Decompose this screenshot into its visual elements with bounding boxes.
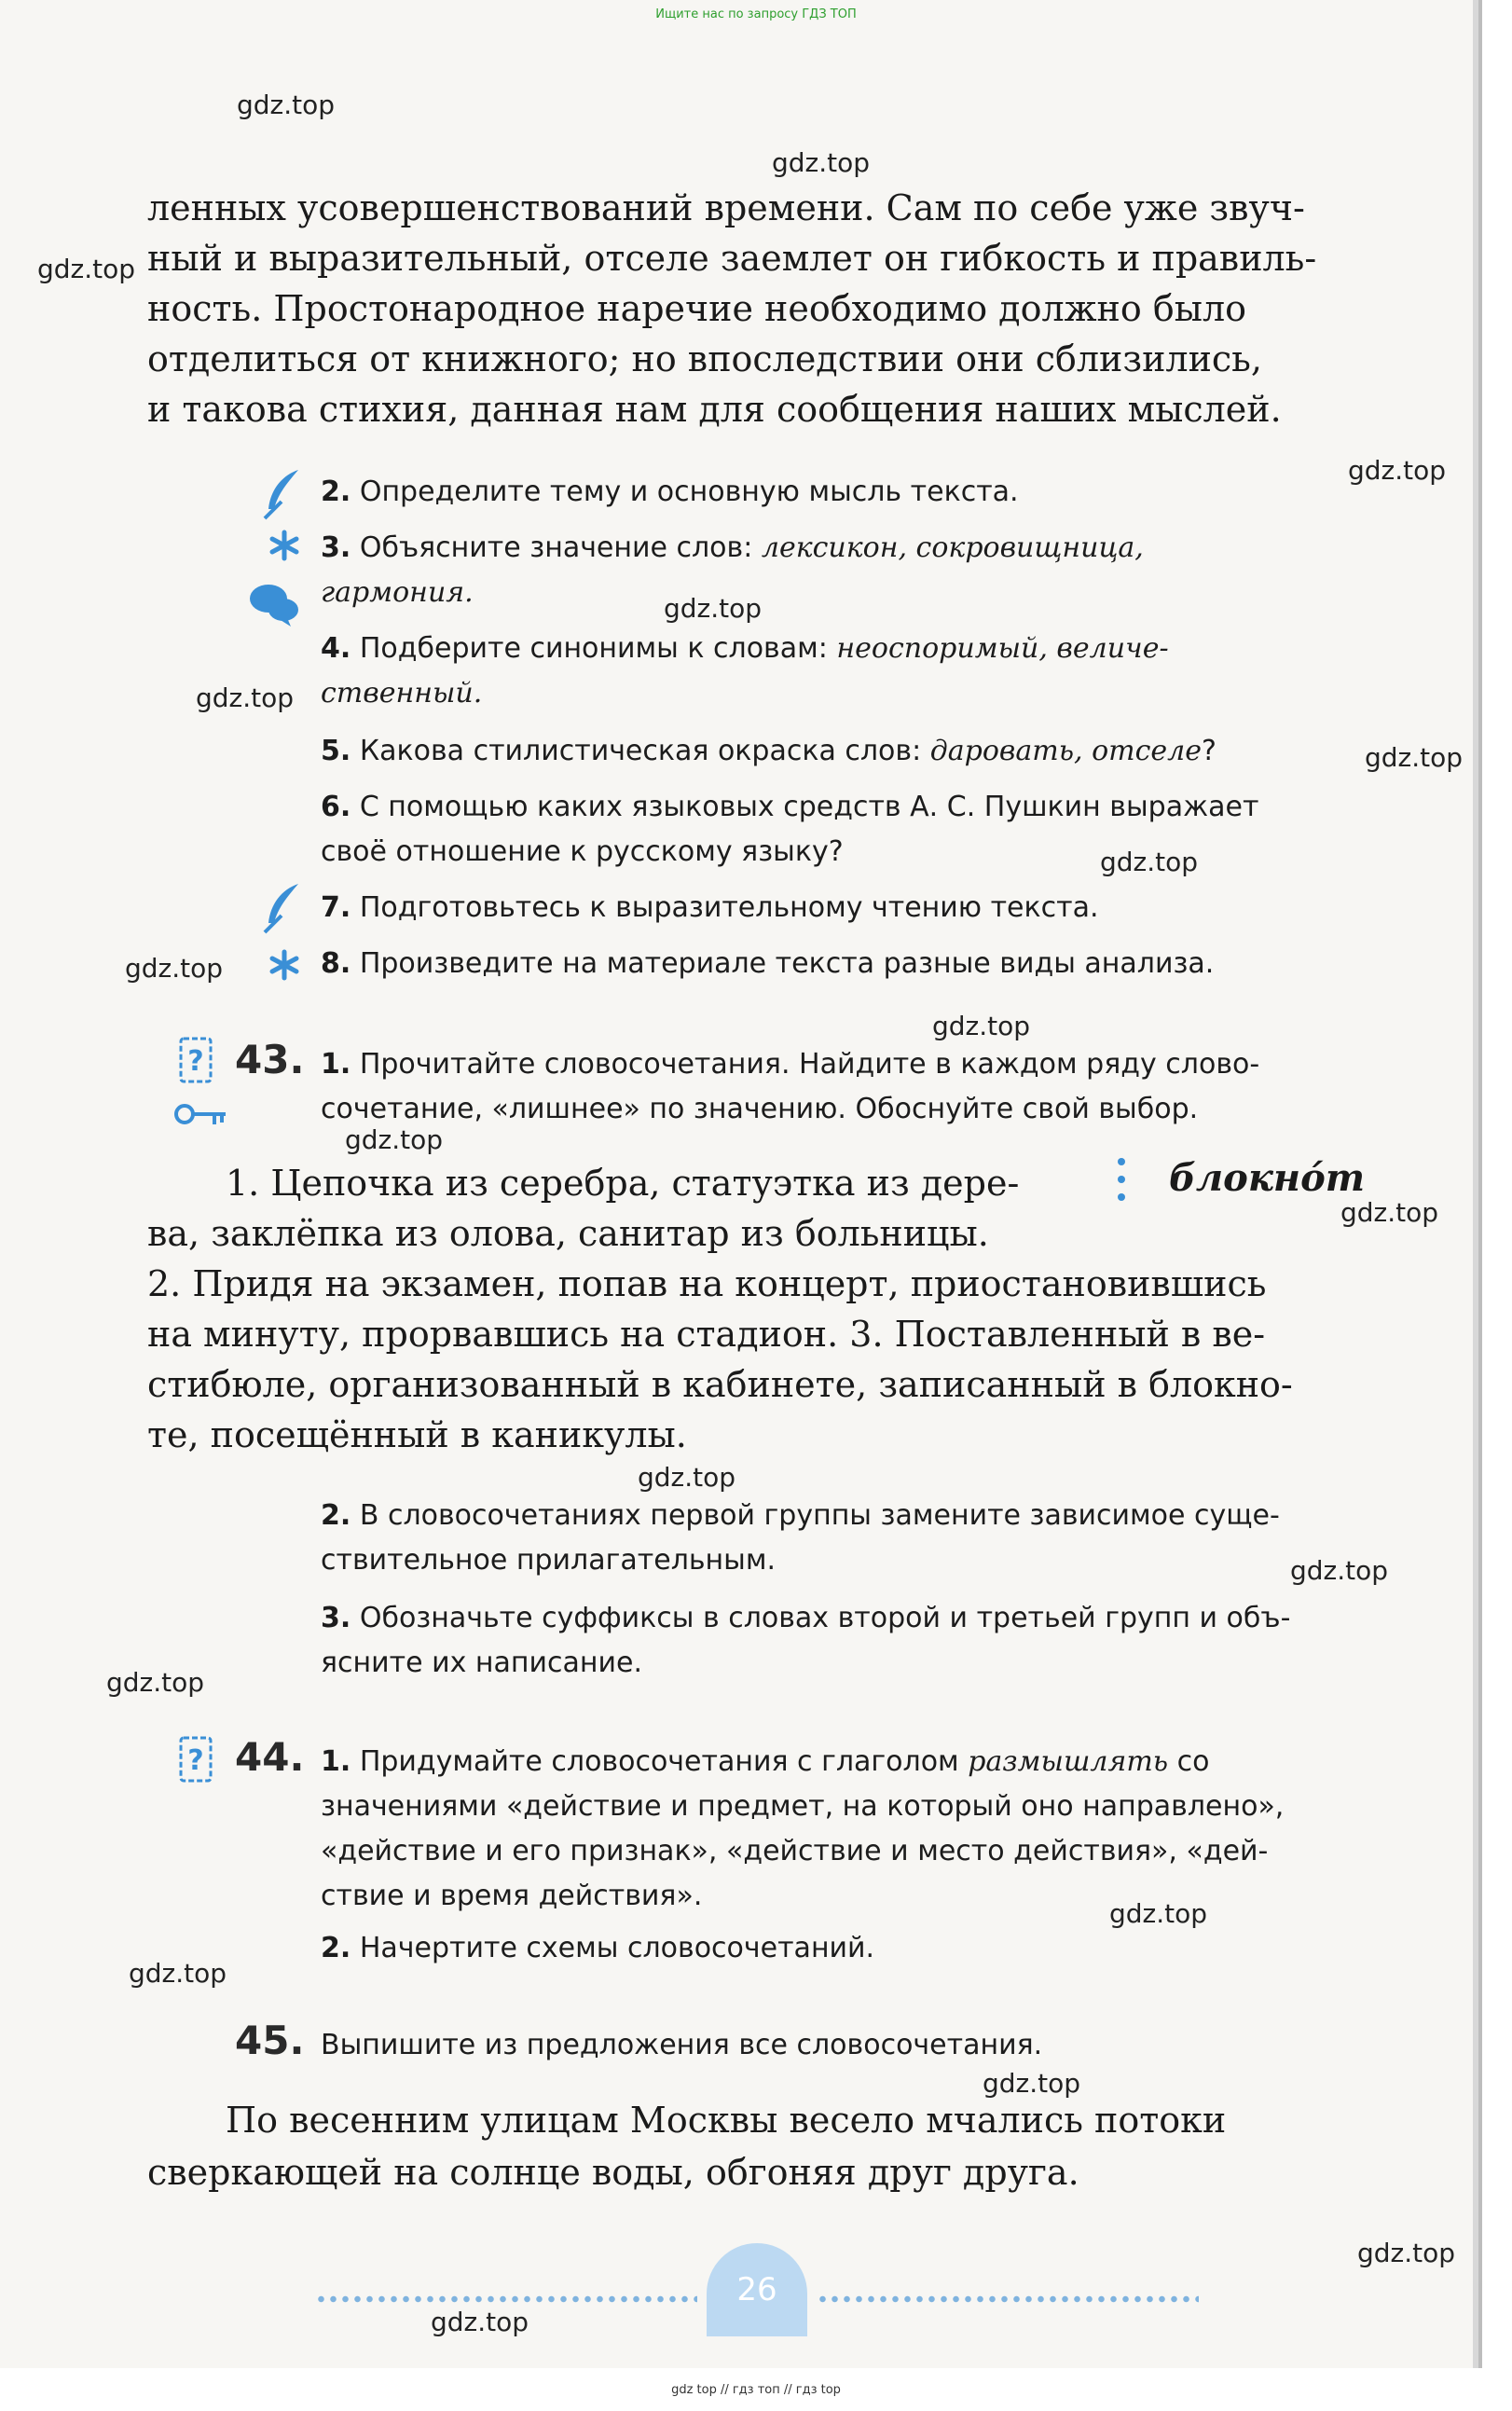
spelling-note-word: блокнóт	[1169, 1156, 1366, 1200]
exercise-number: 44.	[235, 1734, 305, 1780]
text-line: ность. Простонародное наречие необходимо должно было	[147, 288, 1246, 329]
text-line: 2. Придя на экзамен, попав на концерт, приостановившись	[147, 1263, 1267, 1304]
svg-text:?: ?	[187, 1744, 204, 1777]
text-line: ленных усовершенствований времени. Сам по себе уже звуч-	[147, 187, 1305, 228]
ex43-text-first-lines	[226, 1158, 1019, 1208]
watermark: gdz.top	[1290, 1555, 1389, 1586]
task-4: 4. Подберите синонимы к словам: неоспоримый, величе- ственный.	[321, 632, 1169, 710]
text-line: 1. Цепочка из серебра, статуэтка из дере-	[226, 1163, 1020, 1204]
watermark: gdz.top	[1100, 847, 1199, 877]
watermark: gdz.top	[932, 1011, 1031, 1041]
footer-watermark: gdz top // гдз топ // гдз top	[671, 2383, 841, 2397]
text-continuation	[147, 183, 1316, 434]
text-line: и такова стихия, данная нам для сообщения наших мыслей.	[147, 389, 1282, 430]
ex45-text	[147, 2094, 1226, 2198]
text-line: стибюле, организованный в кабинете, записанный в блокно-	[147, 1364, 1293, 1405]
question-card-icon	[179, 1037, 213, 1083]
task-7: 7. Подготовьтесь к выразительному чтению текста.	[321, 891, 1099, 924]
ex44-task-2: 2. Начертите схемы словосочетаний.	[321, 1932, 875, 1964]
task-3: 3. Объясните значение слов: лексикон, сокровищница, гармония.	[321, 531, 1144, 609]
exercise-number: 45.	[235, 2018, 305, 2063]
speech-bubble-icon	[248, 582, 302, 628]
watermark: gdz.top	[772, 147, 871, 178]
text-line: сверкающей на солнце воды, обгоняя друг друга.	[147, 2152, 1079, 2193]
watermark: gdz.top	[237, 90, 336, 120]
watermark: gdz.top	[983, 2068, 1081, 2099]
text-line: ва, заклёпка из олова, санитар из больницы.	[147, 1213, 989, 1254]
margin-dots-icon	[1117, 1156, 1126, 1203]
watermark: gdz.top	[431, 2307, 529, 2337]
key-icon	[173, 1100, 229, 1128]
task-5: 5. Какова стилистическая окраска слов: даровать, отселе?	[321, 735, 1216, 767]
task-2: 2. Определите тему и основную мысль текста.	[321, 475, 1019, 508]
ex43-text	[147, 1208, 1293, 1460]
watermark: gdz.top	[125, 953, 224, 984]
task-8: 8. Произведите на материале текста разные виды анализа.	[321, 947, 1215, 980]
footer-dotted-line	[315, 2295, 697, 2303]
ex45-task: Выпишите из предложения все словосочетания.	[321, 2029, 1043, 2061]
ex44-task-1: 1. Придумайте словосочетания с глаголом размышлять со значениями «действие и предмет, на который оно направлено», «действие и его признак», «действие и место действия», «дей- ствие и время действия».	[321, 1745, 1285, 1912]
watermark: gdz.top	[106, 1667, 205, 1698]
text-line: ный и выразительный, отселе заемлет он гибкость и правиль-	[147, 238, 1317, 279]
top-banner[interactable]: Ищите нас по запросу ГДЗ ТОП	[655, 7, 857, 21]
svg-text:?: ?	[187, 1045, 204, 1078]
asterisk-icon	[268, 949, 300, 981]
ex43-task-1: 1. Прочитайте словосочетания. Найдите в каждом ряду слово- сочетание, «лишнее» по значению. Обоснуйте свой выбор.	[321, 1048, 1260, 1125]
text-line: По весенним улицам Москвы весело мчались потоки	[226, 2100, 1227, 2141]
watermark: gdz.top	[196, 682, 295, 713]
asterisk-icon	[268, 530, 300, 561]
footer-dotted-line	[817, 2295, 1199, 2303]
feather-icon	[261, 466, 304, 522]
text-line: те, посещённый в каникулы.	[147, 1414, 687, 1455]
watermark: gdz.top	[129, 1958, 227, 1989]
watermark: gdz.top	[1109, 1898, 1208, 1929]
watermark: gdz.top	[664, 593, 763, 624]
watermark: gdz.top	[1348, 455, 1447, 486]
ex43-task-3: 3. Обозначьте суффиксы в словах второй и третьей групп и объ- ясните их написание.	[321, 1602, 1291, 1679]
page-number: 26	[707, 2243, 807, 2336]
exercise-number: 43.	[235, 1037, 305, 1082]
text-line: на минуту, прорвавшись на стадион. 3. Поставленный в ве-	[147, 1314, 1266, 1355]
watermark: gdz.top	[345, 1124, 444, 1155]
text-line: отделиться от книжного; но впоследствии они сблизились,	[147, 338, 1262, 379]
question-card-icon	[179, 1736, 213, 1783]
ex43-task-2: 2. В словосочетаниях первой группы замените зависимое суще- ствительное прилагательным.	[321, 1499, 1280, 1577]
watermark: gdz.top	[1357, 2238, 1456, 2268]
task-6: 6. С помощью каких языковых средств А. С. Пушкин выражает своё отношение к русскому языку?	[321, 791, 1259, 868]
watermark: gdz.top	[1365, 742, 1464, 773]
feather-icon	[261, 880, 304, 936]
watermark: gdz.top	[37, 254, 136, 284]
watermark: gdz.top	[1340, 1197, 1439, 1228]
watermark: gdz.top	[638, 1462, 736, 1493]
